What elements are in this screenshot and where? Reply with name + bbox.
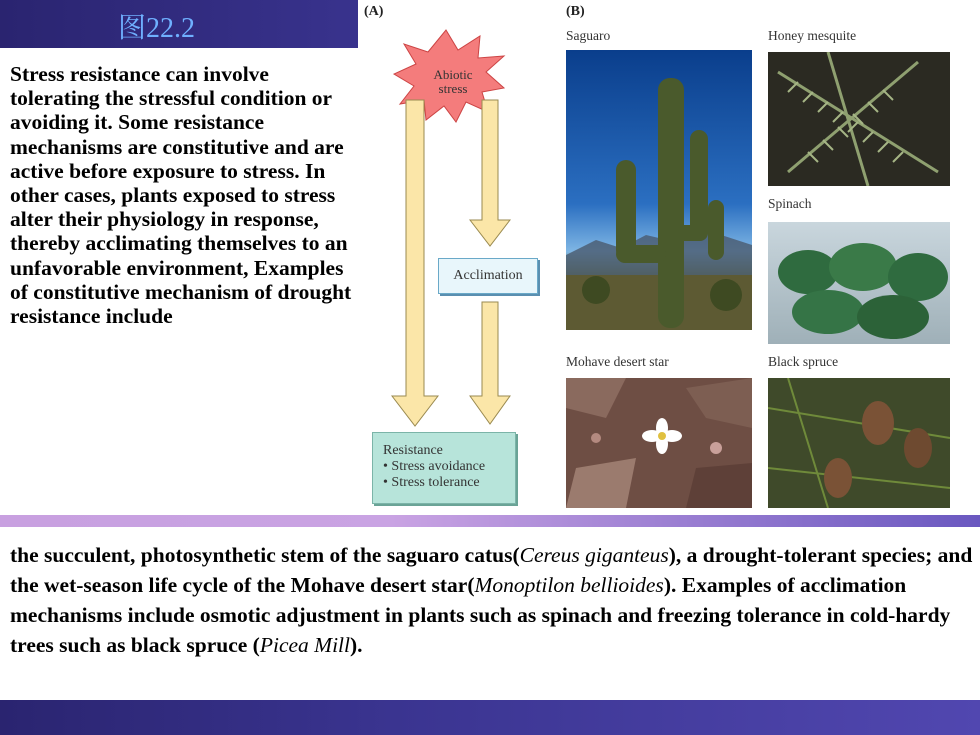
species-cereus: Cereus giganteus <box>519 543 669 567</box>
spruce-illustration <box>768 378 950 508</box>
arrow-from-acclimation <box>470 302 510 424</box>
acclimation-box: Acclimation <box>438 258 538 294</box>
resistance-title: Resistance <box>383 443 443 458</box>
bottom-band <box>0 700 980 735</box>
honey-mesquite-photo <box>768 52 950 186</box>
mesquite-illustration <box>768 52 950 186</box>
species-picea: Picea Mill <box>259 633 350 657</box>
saguaro-photo <box>566 50 752 330</box>
section-divider <box>0 515 980 527</box>
bottom-text-3: ). Examples of acclimation mechanisms include osmotic adjustment in plants such as spinach and freezing tolerance in cold-hardy trees such as black spruce ( <box>10 573 951 657</box>
left-paragraph: Stress resistance can involve tolerating the stressful condition or avoiding it. Some resistance mechanisms are constitutive and are active before exposure to stress. In other cases, plants exposed to stress alter their physiology in response, thereby acclimating themselves to an unfavorable environment, Examples of constitutive mechanism of drought resistance include <box>10 62 352 329</box>
black-spruce-caption: Black spruce <box>768 354 839 369</box>
spinach-caption: Spinach <box>768 196 812 211</box>
spinach-photo <box>768 222 950 344</box>
honey-mesquite-caption: Honey mesquite <box>768 28 857 43</box>
resistance-item-tolerance: • Stress tolerance <box>383 475 480 490</box>
bottom-text-2: ), a drought-tolerant species; and the wet-season life cycle of the Mohave desert star( <box>10 543 973 597</box>
species-monoptilon: Monoptilon bellioides <box>474 573 664 597</box>
figure-22-2 <box>358 0 980 515</box>
panel-a-label: (A) <box>364 4 384 19</box>
panel-b-label: (B) <box>566 4 585 19</box>
mohave-photo <box>566 378 752 508</box>
resistance-box <box>372 432 516 504</box>
abiotic-line-2: stress <box>438 81 468 96</box>
mohave-caption: Mohave desert star <box>566 354 669 369</box>
resistance-item-avoidance: • Stress avoidance <box>383 459 486 474</box>
bottom-text-4: ). <box>350 633 363 657</box>
mohave-illustration <box>566 378 752 508</box>
black-spruce-photo <box>768 378 950 508</box>
slide-title: 图22.2 <box>118 13 196 44</box>
abiotic-stress-label <box>424 68 482 96</box>
bottom-text-1: the succulent, photosynthetic stem of the saguaro catus( <box>10 543 520 567</box>
bottom-paragraph <box>10 540 975 660</box>
saguaro-illustration <box>566 50 752 330</box>
saguaro-caption: Saguaro <box>566 28 611 43</box>
spinach-illustration <box>768 222 950 344</box>
abiotic-line-1: Abiotic <box>433 67 473 82</box>
arrow-to-acclimation <box>470 100 510 246</box>
long-arrow <box>392 100 438 426</box>
